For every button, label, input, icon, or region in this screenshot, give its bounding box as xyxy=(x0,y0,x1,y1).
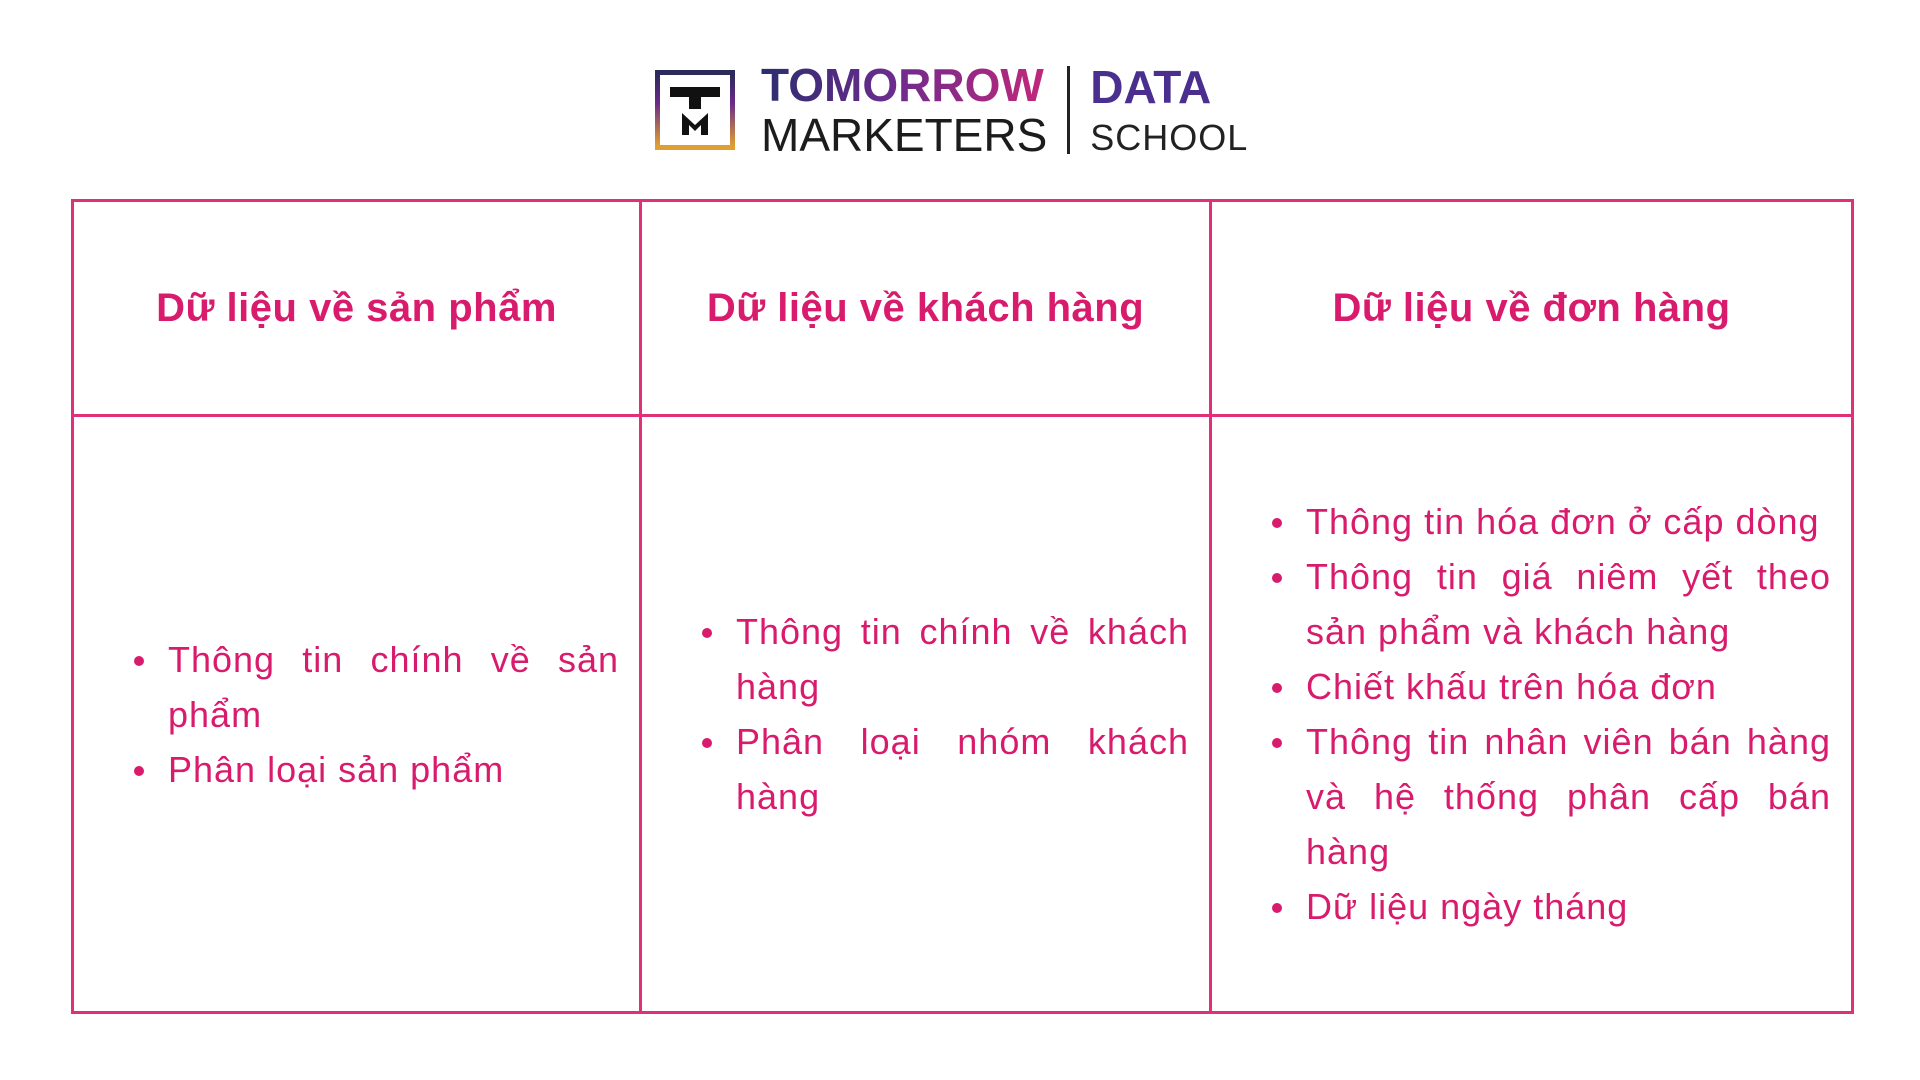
logo-data-school xyxy=(1090,61,1249,158)
customer-data-list xyxy=(702,604,1189,824)
list-item: Phân loại nhóm khách hàng xyxy=(702,714,1189,824)
logo-wordmark xyxy=(761,59,1048,161)
header-customer-data: Dữ liệu về khách hàng xyxy=(642,202,1212,417)
list-item: Thông tin chính về sản phẩm xyxy=(134,632,619,742)
list-item: Phân loại sản phẩm xyxy=(134,742,619,797)
brand-logo xyxy=(655,59,1249,161)
product-data-cell xyxy=(74,417,642,1011)
order-data-cell xyxy=(1212,417,1851,1011)
logo-school: SCHOOL xyxy=(1090,117,1249,158)
logo-marketers: MARKETERS xyxy=(761,109,1048,161)
logo-divider xyxy=(1067,66,1070,154)
list-item: Dữ liệu ngày tháng xyxy=(1272,879,1831,934)
logo-data: DATA xyxy=(1090,61,1212,113)
order-data-list xyxy=(1272,494,1831,934)
header-product-data: Dữ liệu về sản phẩm xyxy=(74,202,642,417)
header-order-data: Dữ liệu về đơn hàng xyxy=(1212,202,1851,417)
customer-data-cell xyxy=(642,417,1212,1011)
list-item: Chiết khấu trên hóa đơn xyxy=(1272,659,1831,714)
tm-logo-icon xyxy=(655,70,735,150)
list-item: Thông tin nhân viên bán hàng và hệ thống phân cấp bán hàng xyxy=(1272,714,1831,879)
list-item: Thông tin giá niêm yết theo sản phẩm và khách hàng xyxy=(1272,549,1831,659)
list-item: Thông tin hóa đơn ở cấp dòng xyxy=(1272,494,1831,549)
data-types-table xyxy=(71,199,1854,1014)
logo-tomorrow: TOMORROW xyxy=(761,62,1047,108)
product-data-list xyxy=(134,632,619,797)
list-item: Thông tin chính về khách hàng xyxy=(702,604,1189,714)
